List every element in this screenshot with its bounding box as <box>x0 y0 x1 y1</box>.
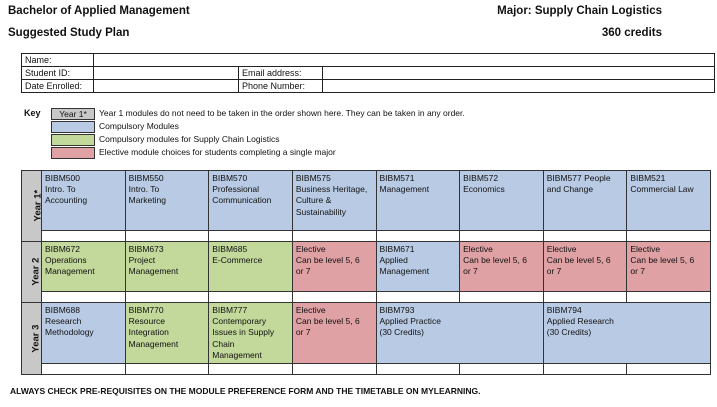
module-text: (30 Credits) <box>379 327 424 338</box>
key-swatch <box>51 121 95 133</box>
elective-module-cell <box>543 242 627 292</box>
notes-cell[interactable] <box>543 231 627 242</box>
module-code: BIBM570 <box>212 173 248 183</box>
email-field[interactable] <box>323 67 715 80</box>
module-code: BIBM577 People <box>546 173 611 183</box>
module-cell <box>125 303 209 364</box>
module-cell <box>125 242 209 292</box>
module-code: BIBM500 <box>45 173 80 183</box>
key-swatch <box>51 134 95 146</box>
module-text: Applied <box>379 255 408 266</box>
notes-cell[interactable] <box>209 292 293 303</box>
phone-label: Phone Number: <box>239 80 323 93</box>
module-code: Elective <box>295 305 326 315</box>
elective-module-cell <box>627 242 711 292</box>
module-text: Project <box>128 255 156 266</box>
module-cell <box>376 171 460 231</box>
notes-cell[interactable] <box>125 231 209 242</box>
module-text: Applied Practice <box>379 316 441 327</box>
notes-cell[interactable] <box>627 292 711 303</box>
key-item-text: Year 1 modules do not need to be taken in the order shown here. They can be taken in any order. <box>99 108 465 118</box>
phone-field[interactable] <box>323 80 715 93</box>
module-code: BIBM777 <box>212 305 248 315</box>
module-text: Management <box>212 349 262 360</box>
module-code: BIBM521 <box>630 173 666 183</box>
notes-row <box>22 364 711 375</box>
module-text: Can be level 5, 6 <box>630 255 695 266</box>
key-item-text: Elective module choices for students completing a single major <box>99 147 336 157</box>
student-info-table <box>21 53 715 93</box>
module-code: BIBM672 <box>45 244 80 254</box>
date-enrolled-field[interactable] <box>94 80 239 93</box>
student-id-label: Student ID: <box>22 67 94 80</box>
notes-cell[interactable] <box>292 292 376 303</box>
module-text: or 7 <box>546 266 562 277</box>
module-text: Applied Research <box>546 316 614 327</box>
key-label: Key <box>24 108 41 118</box>
module-text: E-Commerce <box>212 255 263 266</box>
module-cell <box>42 242 126 292</box>
program-title: Bachelor of Applied Management <box>8 5 190 17</box>
module-text: Accounting <box>45 195 88 206</box>
notes-cell[interactable] <box>42 231 126 242</box>
year-row <box>22 171 711 231</box>
module-code: BIBM671 <box>379 244 415 254</box>
notes-cell[interactable] <box>543 292 627 303</box>
module-cell <box>42 303 126 364</box>
module-text: Integration <box>128 327 169 338</box>
module-text: (30 Credits) <box>546 327 592 338</box>
module-text: Issues in Supply <box>212 327 275 338</box>
module-cell <box>209 242 293 292</box>
module-text: Can be level 5, 6 <box>546 255 611 266</box>
notes-cell[interactable] <box>209 364 293 375</box>
module-text: Communication <box>212 195 272 206</box>
key-swatch: Year 1* <box>51 108 95 120</box>
module-text: or 7 <box>463 266 478 277</box>
module-cell <box>543 303 710 364</box>
module-text: Can be level 5, 6 <box>295 255 360 266</box>
year-label: Year 2 <box>30 257 42 286</box>
module-cell <box>42 171 126 231</box>
module-text: Management <box>45 266 95 277</box>
name-field[interactable] <box>94 54 715 67</box>
module-text: Management <box>128 266 179 277</box>
module-text: Economics <box>463 184 505 195</box>
module-text: Contemporary <box>212 316 267 327</box>
notes-row <box>22 292 711 303</box>
module-code: BIBM550 <box>128 173 164 183</box>
elective-module-cell <box>292 303 376 364</box>
year-label: Year 3 <box>30 324 42 353</box>
module-text: Intro. To <box>128 184 160 195</box>
module-code: Elective <box>295 244 326 254</box>
module-cell <box>460 171 544 231</box>
module-code: BIBM770 <box>128 305 164 315</box>
module-cell <box>376 303 543 364</box>
student-id-field[interactable] <box>94 67 239 80</box>
year-label-cell <box>22 242 42 303</box>
notes-cell[interactable] <box>42 364 126 375</box>
module-text: Methodology <box>45 327 94 338</box>
module-text: Culture & <box>295 195 332 206</box>
module-cell <box>209 171 293 231</box>
module-code: BIBM688 <box>45 305 80 315</box>
module-cell <box>627 171 711 231</box>
notes-cell[interactable] <box>460 231 544 242</box>
year-label: Year 1* <box>32 190 44 222</box>
notes-cell[interactable] <box>42 292 126 303</box>
module-text: Management <box>379 266 430 277</box>
module-text: or 7 <box>630 266 646 277</box>
elective-module-cell <box>460 242 544 292</box>
module-cell <box>209 303 293 364</box>
module-text: Can be level 5, 6 <box>463 255 527 266</box>
notes-cell[interactable] <box>376 231 460 242</box>
key-item-text: Compulsory modules for Supply Chain Logistics <box>99 134 280 144</box>
module-code: BIBM673 <box>128 244 164 254</box>
prerequisites-notice: ALWAYS CHECK PRE-REQUISITES ON THE MODULE PREFERENCE FORM AND THE TIMETABLE ON MYLEARNING. <box>10 386 481 396</box>
module-code: Elective <box>630 244 661 254</box>
elective-module-cell <box>292 242 376 292</box>
module-text: Operations <box>45 255 87 266</box>
notes-cell[interactable] <box>627 231 711 242</box>
module-text: Marketing <box>128 195 166 206</box>
notes-cell[interactable] <box>209 231 293 242</box>
module-code: BIBM572 <box>463 173 499 183</box>
key-item-text: Compulsory Modules <box>99 121 179 131</box>
module-text: Can be level 5, 6 <box>295 316 360 327</box>
module-text: Research <box>45 316 82 327</box>
module-text: Management <box>379 184 430 195</box>
study-plan-subtitle: Suggested Study Plan <box>8 27 130 39</box>
date-enrolled-label: Date Enrolled: <box>22 80 94 93</box>
module-code: BIBM575 <box>295 173 331 183</box>
module-text: Commercial Law <box>630 184 694 195</box>
notes-cell[interactable] <box>376 292 460 303</box>
module-cell <box>376 242 460 292</box>
notes-cell[interactable] <box>543 364 627 375</box>
notes-cell[interactable] <box>627 364 711 375</box>
module-cell <box>125 171 209 231</box>
notes-cell[interactable] <box>125 292 209 303</box>
notes-cell[interactable] <box>376 364 460 375</box>
module-text: Sustainability <box>295 206 346 217</box>
year-row <box>22 242 711 292</box>
module-code: BIBM685 <box>212 244 248 254</box>
year-label-cell <box>22 303 42 375</box>
module-code: Elective <box>546 244 577 254</box>
module-text: Business Heritage, <box>295 184 368 195</box>
notes-cell[interactable] <box>460 364 544 375</box>
major-title: Major: Supply Chain Logistics <box>497 5 662 17</box>
module-text: or 7 <box>295 266 311 277</box>
module-text: or 7 <box>295 327 311 338</box>
module-text: Professional <box>212 184 260 195</box>
module-text: and Change <box>546 184 594 195</box>
notes-cell[interactable] <box>292 364 376 375</box>
module-text: Chain <box>212 338 235 349</box>
key-swatch <box>51 147 95 159</box>
module-text: Management <box>128 338 179 349</box>
email-label: Email address: <box>239 67 323 80</box>
notes-cell[interactable] <box>460 292 544 303</box>
module-cell <box>292 171 376 231</box>
module-code: BIBM793 <box>379 305 415 315</box>
module-text: Intro. To <box>45 184 76 195</box>
notes-cell[interactable] <box>125 364 209 375</box>
year-row <box>22 303 711 364</box>
credits-total: 360 credits <box>601 27 662 39</box>
module-code: Elective <box>463 244 493 254</box>
year-label-cell <box>22 171 42 242</box>
module-code: BIBM571 <box>379 173 415 183</box>
name-label: Name: <box>22 54 94 67</box>
notes-row <box>22 231 711 242</box>
module-code: BIBM794 <box>546 305 582 315</box>
module-text: Resource <box>128 316 166 327</box>
module-cell <box>543 171 627 231</box>
study-plan-grid <box>21 170 711 375</box>
notes-cell[interactable] <box>292 231 376 242</box>
